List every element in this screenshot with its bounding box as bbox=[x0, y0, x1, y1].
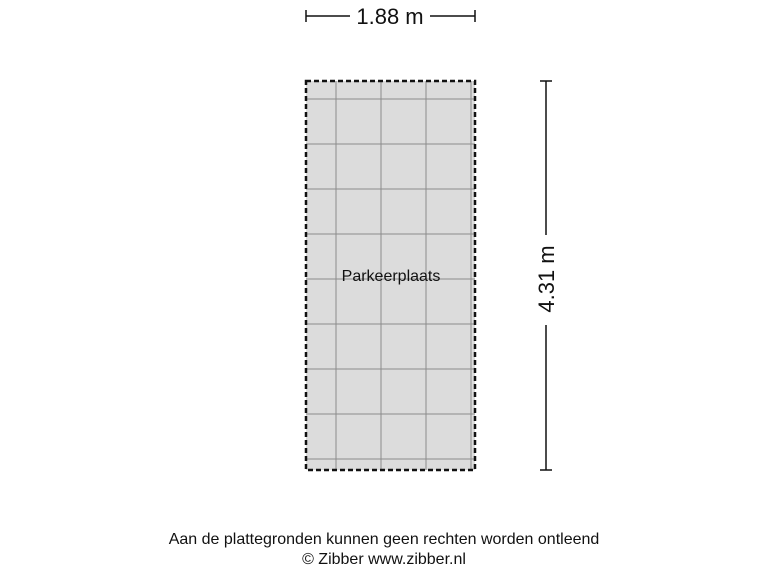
width-dimension-label: 1.88 m bbox=[356, 4, 424, 29]
credit-link[interactable]: © Zibber www.zibber.nl bbox=[302, 551, 466, 568]
disclaimer-text: Aan de plattegronden kunnen geen rechten worden ontleend bbox=[168, 531, 600, 548]
height-dimension-label: 4.31 m bbox=[534, 245, 559, 313]
width-dimension bbox=[306, 4, 475, 29]
room-parkeerplaats bbox=[306, 81, 475, 470]
height-dimension bbox=[534, 81, 559, 470]
room-label: Parkeerplaats bbox=[341, 268, 441, 285]
